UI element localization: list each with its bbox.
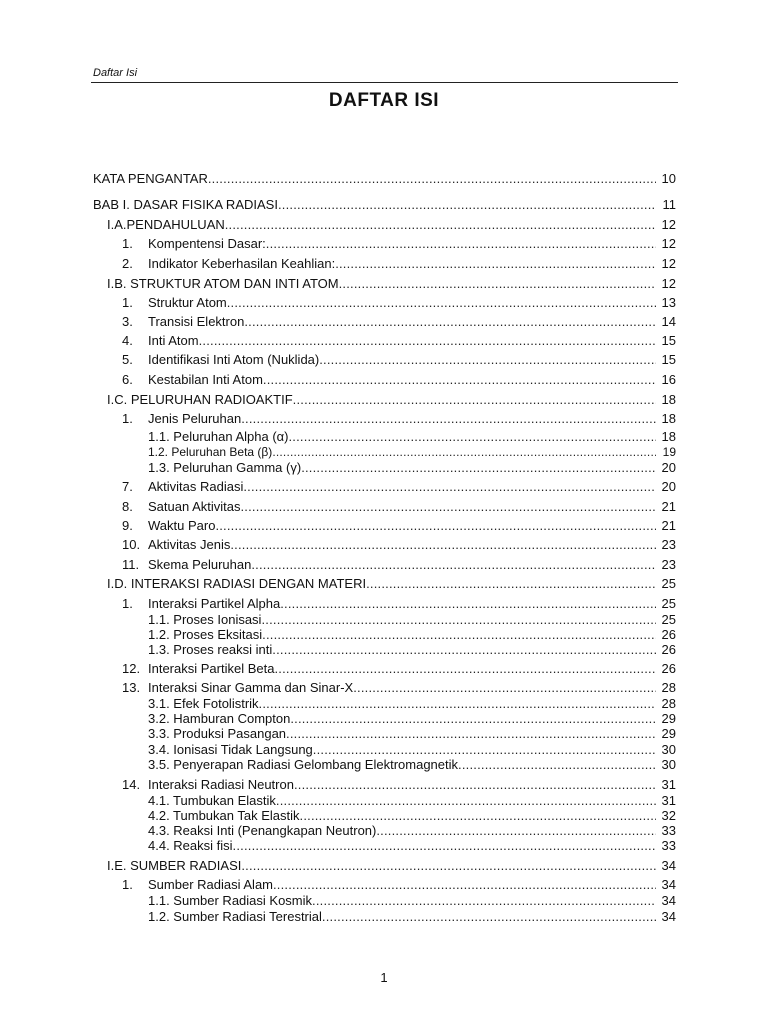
toc-entry-text	[148, 500, 656, 514]
toc-entry-text	[148, 778, 656, 792]
toc-entry-number: 14.	[122, 777, 141, 792]
dot-leader	[300, 809, 656, 823]
toc-entry-text	[148, 412, 656, 426]
toc-entry-text	[148, 558, 656, 572]
toc-entry[interactable]	[0, 334, 768, 348]
toc-entry-number: 13.	[122, 680, 141, 695]
toc-entry-label: 1.3. Peluruhan Gamma (γ)	[148, 461, 302, 475]
toc-entry-number: 6.	[122, 372, 133, 387]
toc-entry-label: 1.3. Proses reaksi inti	[148, 643, 273, 657]
toc-entry[interactable]	[0, 218, 768, 232]
toc-entry-text	[148, 894, 656, 908]
toc-entry-text	[93, 172, 656, 186]
toc-entry-label: Interaksi Partikel Alpha	[148, 597, 281, 611]
toc-entry-page: 18	[661, 411, 676, 426]
toc-entry-page: 19	[662, 445, 676, 459]
toc-entry-text	[148, 315, 656, 329]
toc-entry-text	[148, 712, 656, 726]
toc-entry-text	[148, 445, 656, 459]
toc-entry-label: 1.1. Proses Ionisasi	[148, 613, 262, 627]
dot-leader	[244, 315, 656, 329]
toc-entry-page: 33	[661, 823, 676, 838]
toc-entry-text	[148, 758, 656, 772]
toc-entry[interactable]	[0, 558, 768, 572]
toc-entry-label: I.C. PELURUHAN RADIOAKTIF	[107, 393, 293, 407]
toc-entry-text	[148, 794, 656, 808]
toc-entry-label: Jenis Peluruhan	[148, 412, 242, 426]
toc-entry[interactable]	[0, 519, 768, 533]
toc-entry-page: 29	[661, 726, 676, 741]
toc-entry-page: 32	[661, 808, 676, 823]
toc-entry[interactable]	[0, 643, 768, 657]
toc-entry-number: 8.	[122, 499, 133, 514]
dot-leader	[280, 597, 656, 611]
toc-entry-text	[148, 878, 656, 892]
page-title: DAFTAR ISI	[328, 90, 440, 111]
toc-entry-page: 31	[661, 777, 676, 792]
dot-leader	[262, 628, 656, 642]
dot-leader	[376, 824, 656, 838]
toc-entry-label: 4.4. Reaksi fisi	[148, 839, 233, 853]
toc-entry-page: 26	[661, 627, 676, 642]
dot-leader	[301, 461, 656, 475]
dot-leader	[263, 373, 656, 387]
toc-entry[interactable]	[0, 538, 768, 552]
toc-entry-label: Aktivitas Jenis	[148, 538, 231, 552]
toc-entry[interactable]	[0, 778, 768, 792]
toc-entry[interactable]	[0, 712, 768, 726]
toc-entry-page: 23	[661, 537, 676, 552]
toc-entry-label: 4.1. Tumbukan Elastik	[148, 794, 276, 808]
toc-entry-label: 3.2. Hamburan Compton	[148, 712, 291, 726]
toc-entry-label: I.A.PENDAHULUAN	[107, 218, 225, 232]
toc-entry-text	[148, 743, 656, 757]
toc-entry[interactable]	[0, 613, 768, 627]
toc-entry-number: 4.	[122, 333, 133, 348]
toc-entry-page: 31	[661, 793, 676, 808]
dot-leader	[241, 500, 657, 514]
toc-entry-page: 10	[661, 171, 676, 186]
toc-entry-label: Sumber Radiasi Alam	[148, 878, 273, 892]
toc-entry-label: Inti Atom	[148, 334, 199, 348]
toc-entry-text	[148, 824, 656, 838]
toc-entry-label: Interaksi Sinar Gamma dan Sinar-X	[148, 681, 354, 695]
dot-leader	[251, 558, 656, 572]
dot-leader	[259, 697, 656, 711]
toc-entry-label: 1.1. Sumber Radiasi Kosmik	[148, 894, 313, 908]
toc-entry-text	[93, 198, 656, 212]
toc-entry-label: Interaksi Radiasi Neutron	[148, 778, 294, 792]
toc-entry-number: 7.	[122, 479, 133, 494]
toc-entry-label: 1.2. Sumber Radiasi Terestrial	[148, 910, 322, 924]
toc-entry-text	[148, 727, 656, 741]
toc-entry-text	[107, 218, 656, 232]
toc-entry-page: 30	[661, 742, 676, 757]
toc-entry-page: 11	[662, 197, 676, 212]
dot-leader	[312, 894, 656, 908]
toc-entry-label: Kestabilan Inti Atom	[148, 373, 263, 387]
toc-entry-label: Struktur Atom	[148, 296, 227, 310]
toc-entry[interactable]	[0, 373, 768, 387]
toc-entry[interactable]	[0, 662, 768, 676]
dot-leader	[208, 172, 656, 186]
toc-entry-page: 34	[661, 909, 676, 924]
toc-entry-text	[107, 393, 656, 407]
toc-entry-text	[148, 373, 656, 387]
toc-entry[interactable]	[0, 727, 768, 741]
dot-leader	[272, 445, 656, 459]
toc-entry-label: Indikator Keberhasilan Keahlian:	[148, 257, 336, 271]
toc-entry-page: 16	[661, 372, 676, 387]
toc-entry-page: 18	[661, 392, 676, 407]
dot-leader	[199, 334, 656, 348]
toc-entry-label: I.B. STRUKTUR ATOM DAN INTI ATOM	[107, 277, 339, 291]
toc-entry-page: 26	[661, 661, 676, 676]
toc-entry-page: 28	[661, 680, 676, 695]
toc-entry[interactable]	[0, 628, 768, 642]
toc-entry-number: 2.	[122, 256, 133, 271]
toc-entry-label: Satuan Aktivitas	[148, 500, 241, 514]
toc-entry[interactable]	[0, 480, 768, 494]
toc-entry-text	[148, 809, 656, 823]
dot-leader	[289, 430, 657, 444]
dot-leader	[353, 681, 656, 695]
toc-entry-text	[148, 480, 656, 494]
running-header: Daftar Isi	[93, 67, 138, 79]
toc-entry-text	[148, 538, 656, 552]
toc-entry-text	[148, 662, 656, 676]
toc-entry-number: 1.	[122, 236, 133, 251]
toc-entry-label: BAB I. DASAR FISIKA RADIASI	[93, 198, 278, 212]
toc-entry-text	[148, 628, 656, 642]
toc-entry-number: 5.	[122, 352, 133, 367]
toc-entry-page: 29	[661, 711, 676, 726]
toc-entry[interactable]	[0, 296, 768, 310]
toc-entry-page: 25	[661, 612, 676, 627]
toc-entry[interactable]	[0, 393, 768, 407]
toc-entry-text	[107, 277, 656, 291]
toc-entry[interactable]	[0, 445, 768, 459]
toc-entry-page: 26	[661, 642, 676, 657]
toc-entry-text	[148, 643, 656, 657]
toc-entry-page: 18	[661, 429, 676, 444]
toc-entry-number: 10.	[122, 537, 141, 552]
toc-entry-page: 34	[661, 877, 676, 892]
toc-entry-page: 15	[661, 352, 676, 367]
toc-entry-label: 1.2. Peluruhan Beta (β)	[148, 445, 273, 459]
toc-entry[interactable]	[0, 172, 768, 186]
toc-entry-text	[148, 334, 656, 348]
dot-leader	[294, 778, 656, 792]
toc-entry-label: Transisi Elektron	[148, 315, 245, 329]
dot-leader	[339, 277, 656, 291]
toc-entry-page: 34	[661, 893, 676, 908]
toc-entry[interactable]	[0, 697, 768, 711]
toc-entry-label: Kompentensi Dasar:	[148, 237, 266, 251]
toc-entry-text	[148, 597, 656, 611]
toc-entry-label: KATA PENGANTAR	[93, 172, 208, 186]
dot-leader	[366, 577, 656, 591]
toc-entry[interactable]	[0, 577, 768, 591]
toc-entry-number: 3.	[122, 314, 133, 329]
dot-leader	[274, 662, 656, 676]
toc-entry[interactable]	[0, 809, 768, 823]
dot-leader	[286, 727, 656, 741]
toc-entry-text	[148, 353, 656, 367]
dot-leader	[273, 878, 656, 892]
toc-entry[interactable]	[0, 758, 768, 772]
toc-entry-label: Aktivitas Radiasi	[148, 480, 244, 494]
dot-leader	[293, 393, 656, 407]
toc-entry-label: 1.2. Proses Eksitasi	[148, 628, 263, 642]
toc-entry[interactable]	[0, 315, 768, 329]
toc-entry-text	[148, 296, 656, 310]
toc-entry-label: Identifikasi Inti Atom (Nuklida)	[148, 353, 320, 367]
toc-entry-page: 12	[661, 217, 676, 232]
toc-entry-label: 3.5. Penyerapan Radiasi Gelombang Elektromagnetik	[148, 758, 459, 772]
dot-leader	[241, 412, 656, 426]
toc-entry-page: 25	[661, 576, 676, 591]
toc-entry-text	[148, 613, 656, 627]
toc-entry[interactable]	[0, 353, 768, 367]
dot-leader	[272, 643, 656, 657]
toc-entry-page: 21	[661, 499, 676, 514]
toc-entry-text	[148, 257, 656, 271]
toc-entry[interactable]	[0, 412, 768, 426]
dot-leader	[227, 296, 656, 310]
toc-entry-number: 9.	[122, 518, 133, 533]
toc-entry-text	[148, 461, 656, 475]
toc-entry-number: 11.	[122, 557, 140, 572]
toc-entry-text	[148, 237, 656, 251]
toc-entry-label: Skema Peluruhan	[148, 558, 252, 572]
toc-entry[interactable]	[0, 878, 768, 892]
toc-entry-label: 4.3. Reaksi Inti (Penangkapan Neutron)	[148, 824, 377, 838]
toc-entry-page: 28	[661, 696, 676, 711]
toc-entry-page: 30	[661, 757, 676, 772]
dot-leader	[243, 480, 656, 494]
toc-entry-text	[148, 681, 656, 695]
toc-entry[interactable]	[0, 824, 768, 838]
dot-leader	[278, 198, 656, 212]
toc-entry[interactable]	[0, 597, 768, 611]
toc-entry-number: 1.	[122, 596, 133, 611]
toc-entry-label: Waktu Paro	[148, 519, 216, 533]
toc-entry[interactable]	[0, 910, 768, 924]
page-number: 1	[380, 970, 388, 985]
toc-entry-page: 13	[661, 295, 676, 310]
dot-leader	[313, 743, 656, 757]
toc-entry-text	[148, 519, 656, 533]
toc-entry-label: I.E. SUMBER RADIASI	[107, 859, 242, 873]
toc-entry-page: 15	[661, 333, 676, 348]
toc-entry-page: 12	[661, 276, 676, 291]
toc-entry-page: 34	[661, 858, 676, 873]
toc-entry-text	[148, 839, 656, 853]
toc-entry-number: 1.	[122, 411, 133, 426]
toc-entry-number: 12.	[122, 661, 141, 676]
toc-entry-label: 4.2. Tumbukan Tak Elastik	[148, 809, 300, 823]
dot-leader	[241, 859, 656, 873]
dot-leader	[335, 257, 656, 271]
dot-leader	[290, 712, 656, 726]
toc-entry-page: 25	[661, 596, 676, 611]
dot-leader	[319, 353, 656, 367]
toc-entry[interactable]	[0, 681, 768, 695]
dot-leader	[322, 910, 656, 924]
toc-entry-page: 12	[661, 236, 676, 251]
dot-leader	[215, 519, 656, 533]
toc-entry-page: 14	[661, 314, 676, 329]
toc-entry[interactable]	[0, 430, 768, 444]
toc-entry[interactable]	[0, 461, 768, 475]
dot-leader	[458, 758, 656, 772]
toc-entry-text	[148, 697, 656, 711]
toc-entry-page: 20	[661, 460, 676, 475]
dot-leader	[261, 613, 656, 627]
toc-entry-label: 3.4. Ionisasi Tidak Langsung	[148, 743, 313, 757]
toc-entry[interactable]	[0, 794, 768, 808]
toc-entry-label: 3.3. Produksi Pasangan	[148, 727, 287, 741]
toc-entry[interactable]	[0, 743, 768, 757]
toc-entry[interactable]	[0, 500, 768, 514]
toc-entry[interactable]	[0, 894, 768, 908]
toc-entry[interactable]	[0, 859, 768, 873]
toc-entry[interactable]	[0, 839, 768, 853]
toc-entry-text	[107, 859, 656, 873]
toc-entry-number: 1.	[122, 295, 133, 310]
toc-entry[interactable]	[0, 198, 768, 212]
toc-entry-label: 1.1. Peluruhan Alpha (α)	[148, 430, 289, 444]
dot-leader	[230, 538, 656, 552]
toc-entry-label: 3.1. Efek Fotolistrik	[148, 697, 259, 711]
toc-entry-page: 20	[661, 479, 676, 494]
toc-entry-page: 12	[661, 256, 676, 271]
toc-entry-label: I.D. INTERAKSI RADIASI DENGAN MATERI	[107, 577, 367, 591]
toc-entry-text	[148, 910, 656, 924]
toc-entry[interactable]	[0, 237, 768, 251]
dot-leader	[225, 218, 656, 232]
toc-entry[interactable]	[0, 257, 768, 271]
toc-entry-text	[148, 430, 656, 444]
toc-entry-page: 33	[661, 838, 676, 853]
toc-entry[interactable]	[0, 277, 768, 291]
toc-entry-page: 23	[661, 557, 676, 572]
toc-entry-number: 1.	[122, 877, 133, 892]
toc-entry-label: Interaksi Partikel Beta	[148, 662, 275, 676]
dot-leader	[233, 839, 656, 853]
toc-entry-text	[107, 577, 656, 591]
dot-leader	[276, 794, 656, 808]
toc-entry-page: 21	[661, 518, 676, 533]
dot-leader	[266, 237, 656, 251]
